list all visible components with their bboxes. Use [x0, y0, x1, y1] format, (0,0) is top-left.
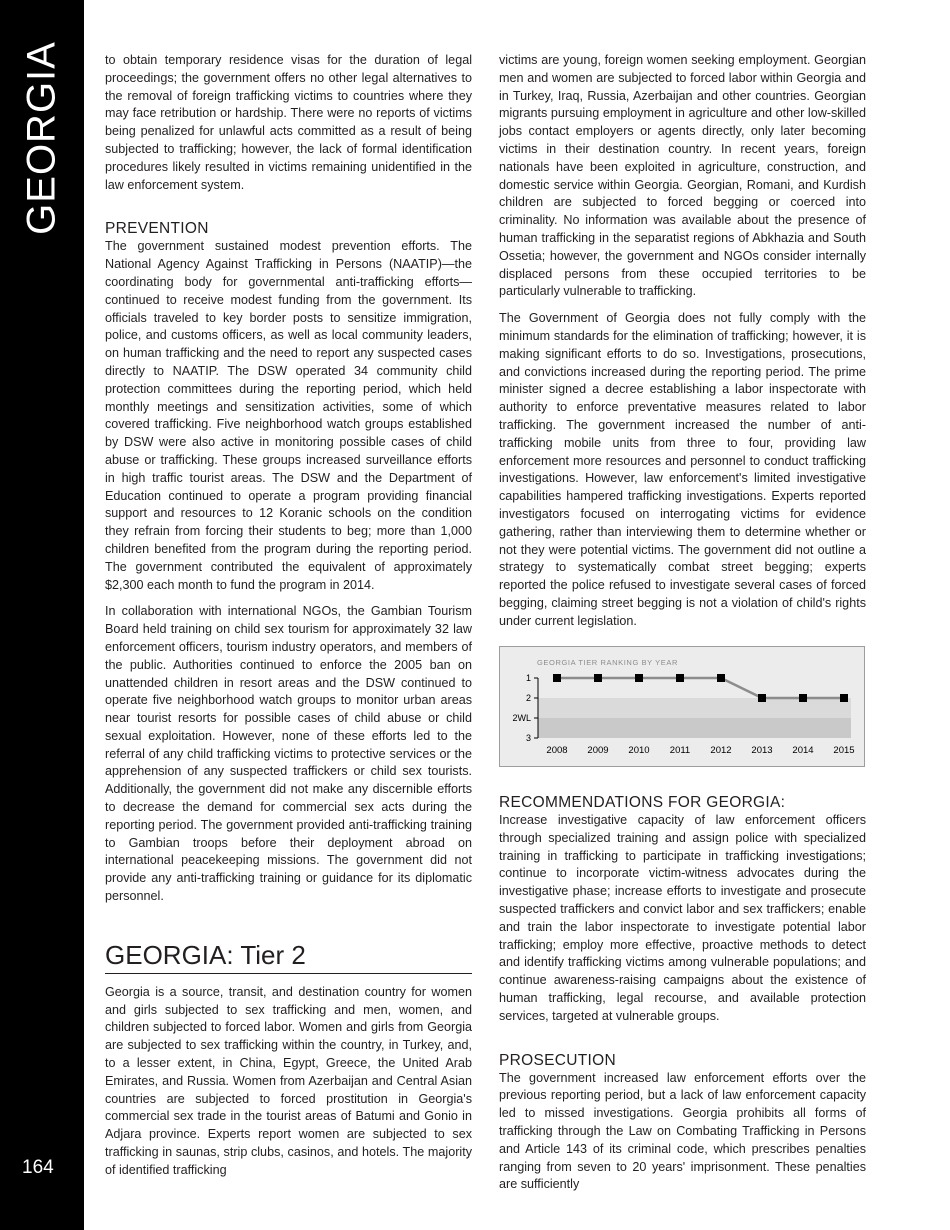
x-tick-label: 2014 [792, 745, 814, 756]
data-point-2012 [717, 674, 725, 682]
prosecution-text: The government increased law enforcement efforts over the previous reporting period, but a lack of law enforcement capacity led to missed investigations. Georgia prohibits all forms of trafficking through the Law on Combating Trafficking in Persons and Article 143 of its criminal code, which prescribes penalties ranging from seven to 20 years' imprisonment. These penalties are sufficiently [499, 1070, 866, 1192]
tier-ranking-chart [499, 646, 865, 767]
y-tick-label: 2WL [512, 713, 531, 723]
sidebar-country-title: GEORGIA [19, 41, 64, 235]
chart-title: GEORGIA TIER RANKING BY YEAR [537, 658, 679, 667]
country-paragraph-1: Georgia is a source, transit, and destination country for women and girls subjected to sex trafficking and men, women, and children subjected to forced labor. Women and girls from Georgia are subjected to sex trafficking within the country, in Turkey, and, to a lesser extent, in China, Egypt, Greece, the United Arab Emirates, and Russia. Women from Azerbaijan and Central Asian countries are subjected to forced prostitution in Georgia's commercial sex trade in the tourist areas of Batumi and Gonio in Adjara province. Experts report women are subjected to sex trafficking in saunas, strip clubs, casinos, and hotels. The majority of identified trafficking [105, 984, 472, 1177]
narrative-paragraph-2: The Government of Georgia does not fully comply with the minimum standards for the elimination of trafficking; however, it is making significant efforts to do so. Investigations, prosecutions, and convictions increased during the reporting period. The prime minister signed a decree establishing a labor inspectorate with authority to enforce preventative measures related to labor trafficking. The government increased the number of anti-trafficking mobile units from three to four, providing law enforcement more resources and personnel to conduct trafficking investigations. However, law enforcement's limited investigative capabilities hampered trafficking investigations. Experts reported investigators focused on interrogating victims for evidence gathering, rather than interviewing them to determine whether or not they were potential victims. The government did not outline a strategy to systematically combat street begging; experts reported the police refused to investigate several cases of forced begging, claiming street begging is not a violation of child's rights under current legislation. [499, 311, 866, 628]
x-tick-label: 2008 [546, 745, 568, 756]
prosecution-heading: PROSECUTION [499, 1051, 616, 1069]
y-tick-label: 3 [525, 733, 531, 743]
chart-series [553, 674, 848, 702]
tier-heading: GEORGIA: Tier 2 [105, 940, 472, 974]
prevention-paragraph-2: In collaboration with international NGOs, the Gambian Tourism Board held training on child sex tourism for approximately 32 law enforcement officers, tourism industry operators, and members of the public. Authorities continued to enforce the 2005 ban on unattended children in resort areas and the DSW continued to operate five neighborhood watch groups to monitor urban areas near tourist resorts for possible cases of child abuse or child sexual exploitation. However, none of these efforts led to the referral of any child trafficking victims to protective services or the apprehension of any suspected traffickers or child sex tourists. Additionally, the government did not make any discernible efforts to decrease the demand for commercial sex acts during the reporting period. The government provided anti-trafficking training to Gambian troops before their deployment abroad on international peacekeeping missions. The government did not provide any anti-trafficking training or guidance for its diplomatic personnel. [105, 604, 472, 904]
recommendations-text: Increase investigative capacity of law enforcement officers through specialized training and assign police with specialized training in trafficking to participate in trafficking investigations; continue to incorporate victim-witness advocates during the investigative phase; increase efforts to investigate and prosecute suspected traffickers and convict labor and sex traffickers; enable and train the labor inspectorate to investigate potential labor trafficking; employ more effective, proactive methods to detect and identify trafficking victims among vulnerable populations; and continue awareness-raising campaigns about the existence of human trafficking, legal recourse, and available protection services, targeted at vulnerable groups. [499, 813, 866, 1023]
intro-paragraph: to obtain temporary residence visas for the duration of legal proceedings; the government offers no other legal alternatives to the removal of foreign trafficking victims to countries where they may face retribution or hardship. There were no reports of victims being penalized for unlawful acts committed as a result of being subjected to trafficking; however, the lack of formal identification procedures likely resulted in victims remaining unidentified in the law enforcement system. [105, 53, 472, 192]
x-tick-label: 2009 [587, 745, 609, 756]
chart-band-tier3-range [538, 718, 851, 738]
data-point-2008 [553, 674, 561, 682]
tier-chart-svg [500, 647, 864, 766]
recommendations-heading: RECOMMENDATIONS FOR GEORGIA: [499, 794, 786, 811]
right-column [499, 52, 866, 640]
prevention-paragraph-1: The government sustained modest prevention efforts. The National Agency Against Trafficking in Persons (NAATIP)—the coordinating body for governmental anti-trafficking efforts—continued to receive modest funding from the government. Its officials traveled to key border posts to sensitize immigration, police, and customs officers, as well as local community leaders, on human trafficking and the need to report any suspected cases directly to NAATIP. The DSW operated 34 community child protection committees during the reporting period, which held monthly meetings and sensitization activities, some of which covered trafficking. Five neighborhood watch groups established by DSW were also active in monitoring possible cases of child abuse or trafficking. These groups increased surveillance efforts in high traffic tourist areas. The DSW and the Department of Education continued to operate a program providing financial support and resources to 12 Koranic schools on the condition they refrain from forcing their students to beg; more than 1,000 children benefited from the program during the reporting period. The government contributed the equivalent of approximately $2,300 each month to fund the program in 2014. [105, 239, 472, 592]
recommendations-section [499, 794, 866, 1203]
data-point-2014 [799, 694, 807, 702]
data-point-2010 [635, 674, 643, 682]
chart-y-axis [512, 673, 538, 743]
data-point-2011 [676, 674, 684, 682]
y-tick-label: 2 [525, 693, 531, 703]
left-column [105, 52, 472, 1189]
y-tick-label: 1 [525, 673, 531, 683]
x-tick-label: 2011 [669, 745, 691, 756]
sidebar [0, 0, 84, 1230]
data-point-2015 [840, 694, 848, 702]
prevention-heading: PREVENTION [105, 220, 209, 238]
chart-x-axis [546, 745, 854, 756]
x-tick-label: 2010 [628, 745, 650, 756]
data-point-2013 [758, 694, 766, 702]
page-number: 164 [22, 1157, 54, 1178]
x-tick-label: 2015 [833, 745, 855, 756]
narrative-paragraph-1: victims are young, foreign women seeking employment. Georgian men and women are subjected to forced labor within Georgia and in Turkey, Iraq, Russia, Azerbaijan and other countries. Georgian migrants pursuing employment in agriculture and other low-skilled jobs contact employers or agents directly, only later becoming victims in their destination country. In recent years, foreign nationals have been exploited in agriculture, construction, and domestic service within Georgia. Georgian, Romani, and Kurdish children are subjected to forced begging or coerced into criminality. No information was available about the presence of human trafficking in the separatist regions of Abkhazia and South Ossetia; however, the government and NGOs consider internally displaced persons from these occupied territories to be particularly vulnerable to trafficking. [499, 53, 866, 299]
x-tick-label: 2013 [751, 745, 773, 756]
x-tick-label: 2012 [710, 745, 732, 756]
data-point-2009 [594, 674, 602, 682]
